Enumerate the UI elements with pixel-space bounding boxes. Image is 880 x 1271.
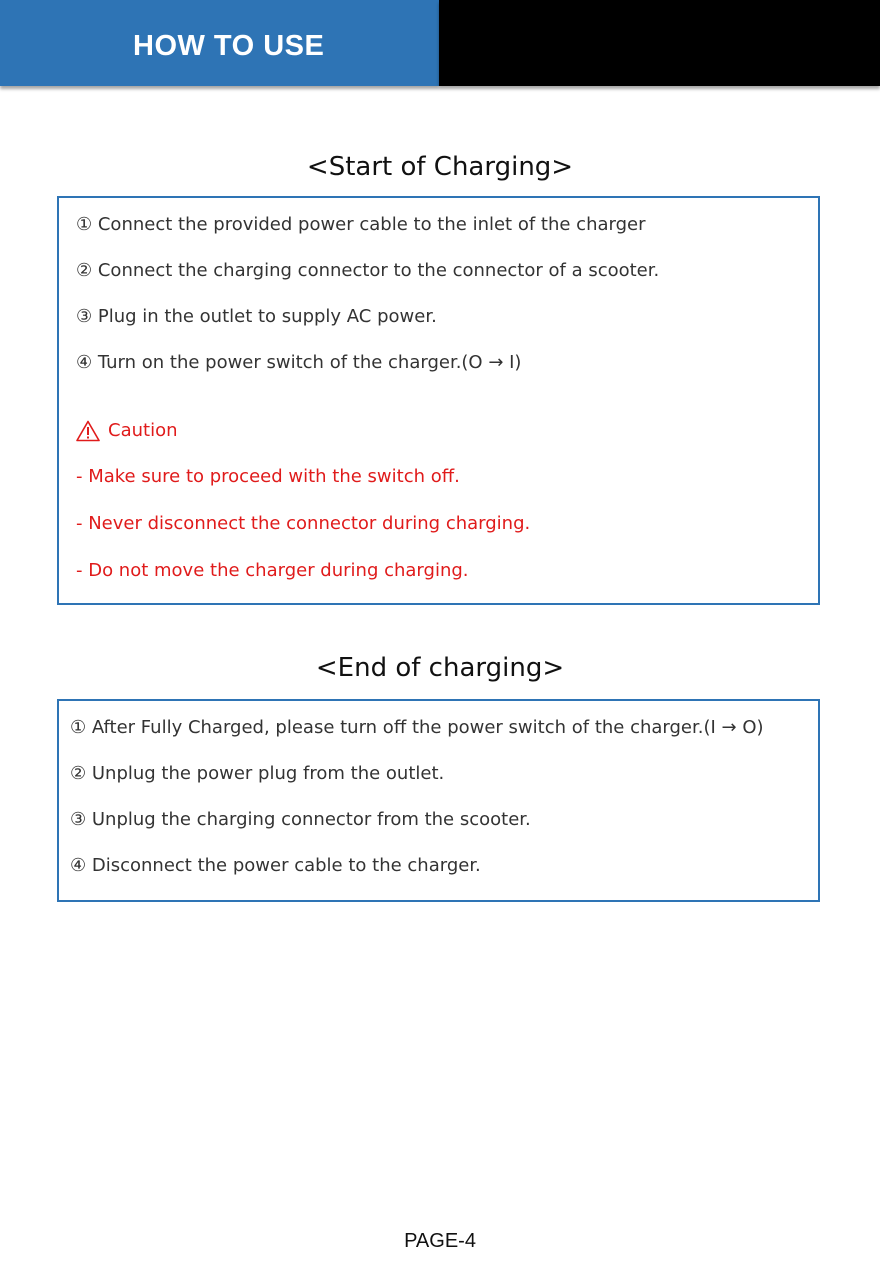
start-step-2: ② Connect the charging connector to the connector of a scooter.: [76, 260, 660, 281]
caution-item-3: - Do not move the charger during charging.: [76, 560, 469, 581]
caution-item-1: - Make sure to proceed with the switch off.: [76, 466, 460, 487]
end-section-title: <End of charging>: [315, 653, 565, 683]
end-step-3: ③ Unplug the charging connector from the scooter.: [70, 809, 531, 830]
end-step-4: ④ Disconnect the power cable to the charger.: [70, 855, 481, 876]
start-step-3: ③ Plug in the outlet to supply AC power.: [76, 306, 437, 327]
start-step-1: ① Connect the provided power cable to the inlet of the charger: [76, 214, 646, 235]
page-number: PAGE-4: [404, 1230, 476, 1252]
header-blue-panel: [0, 0, 439, 86]
caution-heading: [76, 419, 178, 443]
end-instructions-box: [57, 699, 820, 902]
header-banner: [0, 0, 880, 88]
start-section-title: <Start of Charging>: [306, 152, 574, 182]
end-step-2: ② Unplug the power plug from the outlet.: [70, 763, 445, 784]
warning-triangle-icon: [76, 420, 100, 442]
end-step-1: ① After Fully Charged, please turn off the power switch of the charger.(I → O): [70, 717, 764, 738]
page-title: HOW TO USE: [133, 30, 325, 62]
caution-label: Caution: [108, 420, 178, 441]
header-black-panel: [439, 0, 880, 86]
start-instructions-box: [57, 196, 820, 605]
start-step-4: ④ Turn on the power switch of the charger.(O → I): [76, 352, 522, 373]
caution-item-2: - Never disconnect the connector during charging.: [76, 513, 531, 534]
